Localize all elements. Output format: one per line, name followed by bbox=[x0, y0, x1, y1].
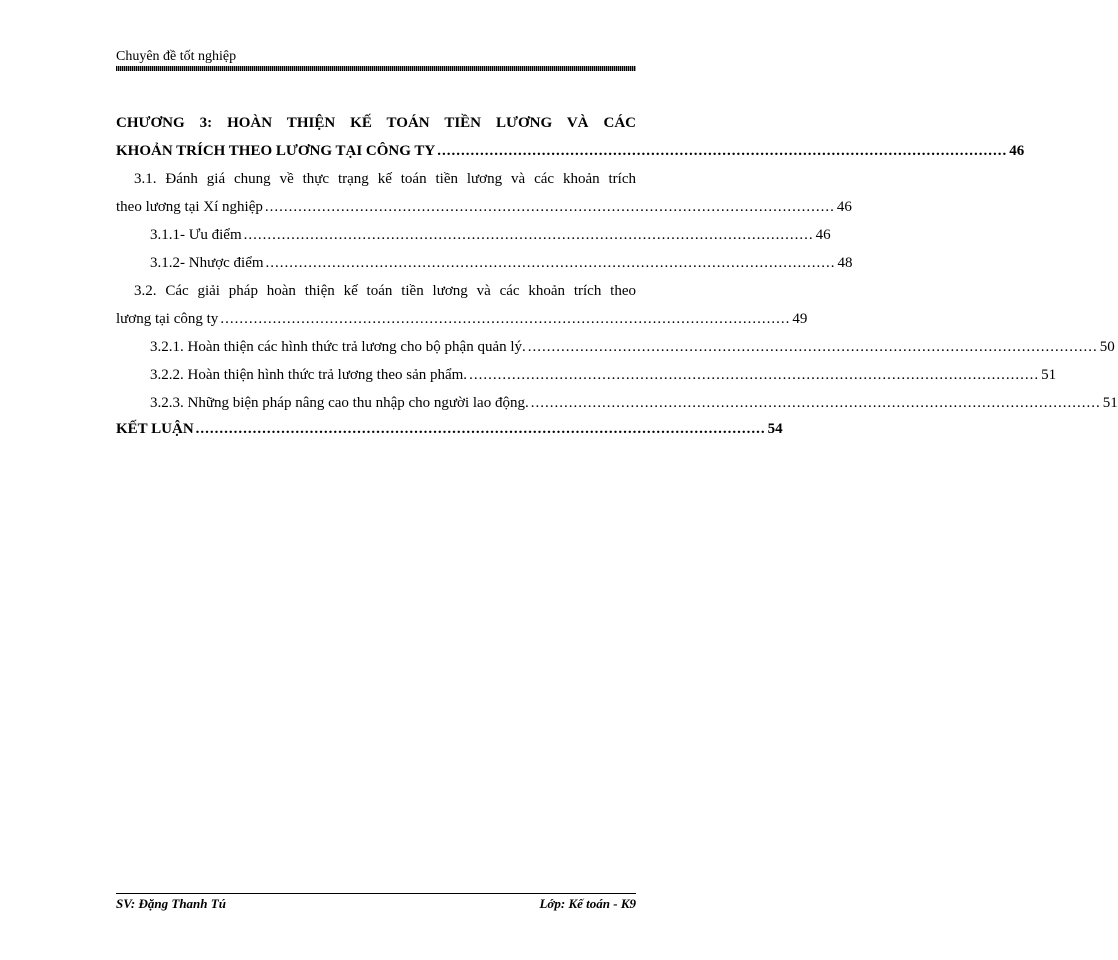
toc-section-3-1-1-title: 3.1.1- Ưu điểm bbox=[150, 227, 242, 243]
toc-section-3-1-1-page: 46 bbox=[815, 227, 831, 243]
toc-conclusion-page: 54 bbox=[767, 421, 783, 437]
toc-section-3-1-1 bbox=[150, 224, 831, 246]
toc-conclusion-title: KẾT LUẬN bbox=[116, 421, 194, 437]
toc-section-3-2-page: 49 bbox=[792, 311, 808, 327]
toc-conclusion bbox=[116, 418, 783, 440]
toc-section-3-2-2-title: 3.2.2. Hoàn thiện hình thức trả lương theo sản phẩm. bbox=[150, 367, 468, 383]
footer-class: Lớp: Kế toán - K9 bbox=[539, 896, 636, 911]
dot-leader: ........................................................................................................................ bbox=[530, 395, 1101, 411]
dot-leader: ........................................................................................................................ bbox=[437, 143, 1008, 159]
toc-section-3-2-2-page: 51 bbox=[1041, 367, 1057, 383]
dot-leader: ........................................................................................................................ bbox=[469, 367, 1040, 383]
toc-chapter-3-page: 46 bbox=[1009, 143, 1025, 159]
toc-chapter-3-line-1: CHƯƠNG 3: HOÀN THIỆN KẾ TOÁN TIỀN LƯƠNG VÀ CÁC bbox=[116, 115, 636, 131]
toc-section-3-1-line-1: 3.1. Đánh giá chung về thực trạng kế toán tiền lương và các khoản trích bbox=[134, 171, 636, 187]
dot-leader: ........................................................................................................................ bbox=[265, 255, 836, 271]
dot-leader: ........................................................................................................................ bbox=[195, 421, 766, 437]
toc-section-3-2-title: lương tại công ty bbox=[116, 311, 219, 327]
toc-section-3-1-2 bbox=[150, 252, 853, 274]
header-rule bbox=[116, 66, 636, 71]
toc-section-3-2-1 bbox=[150, 336, 1115, 358]
toc-section-3-2-2 bbox=[150, 364, 1057, 386]
toc-section-3-1-page: 46 bbox=[836, 199, 852, 215]
page-header-title: Chuyên đề tốt nghiệp bbox=[116, 49, 237, 64]
toc-section-3-2-3 bbox=[150, 392, 1118, 414]
toc-chapter-3-line-2 bbox=[116, 140, 1025, 162]
toc-section-3-2-1-title: 3.2.1. Hoàn thiện các hình thức trả lương cho bộ phận quản lý. bbox=[150, 339, 526, 355]
toc-chapter-3-title: KHOẢN TRÍCH THEO LƯƠNG TẠI CÔNG TY bbox=[116, 143, 436, 159]
dot-leader: ........................................................................................................................ bbox=[243, 227, 814, 243]
toc-section-3-1-title: theo lương tại Xí nghiệp bbox=[116, 199, 263, 215]
toc-section-3-2-3-page: 51 bbox=[1102, 395, 1118, 411]
dot-leader: ........................................................................................................................ bbox=[220, 311, 791, 327]
toc-section-3-2-line-2 bbox=[116, 308, 808, 330]
toc-section-3-2-line-1: 3.2. Các giải pháp hoàn thiện kế toán tiền lương và các khoản trích theo bbox=[134, 283, 636, 299]
toc-section-3-2-3-title: 3.2.3. Những biện pháp nâng cao thu nhập cho người lao động. bbox=[150, 395, 529, 411]
footer-student-name: SV: Đặng Thanh Tú bbox=[116, 896, 226, 911]
toc-section-3-1-line-2 bbox=[116, 196, 852, 218]
toc-section-3-1-2-title: 3.1.2- Nhược điểm bbox=[150, 255, 264, 271]
toc-section-3-1-2-page: 48 bbox=[837, 255, 853, 271]
footer-rule bbox=[116, 893, 636, 894]
dot-leader: ........................................................................................................................ bbox=[527, 339, 1098, 355]
toc-section-3-2-1-page: 50 bbox=[1099, 339, 1115, 355]
dot-leader: ........................................................................................................................ bbox=[264, 199, 835, 215]
